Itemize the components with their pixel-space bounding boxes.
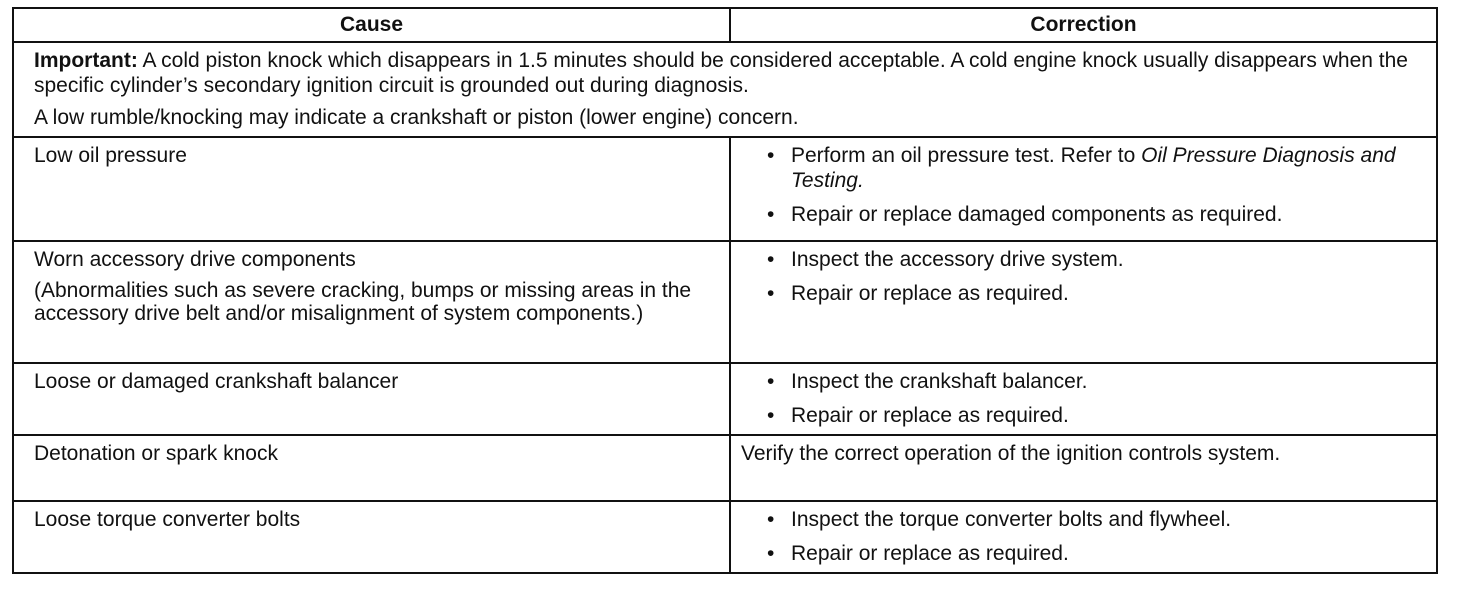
correction-item: • Perform an oil pressure test. Refer to Oil Pressure Diagnosis and Testing. [767,144,1396,192]
important-note: A low rumble/knocking may indicate a crankshaft or piston (lower engine) concern. [34,106,799,129]
bullet-icon: • [767,144,775,167]
table-row [13,137,1437,241]
bullet-icon: • [767,282,775,305]
correction-text: Verify the correct operation of the ignition controls system. [741,442,1281,465]
important-label: Important: [34,49,138,72]
cause-note: (Abnormalities such as severe cracking, bumps or missing areas in the accessory drive belt and/or misalignment of system components.) [34,279,692,325]
header-cause: Cause [13,8,730,42]
correction-item: • Inspect the crankshaft balancer. [767,370,1088,393]
cause-cell [13,241,730,363]
cause-text: Detonation or spark knock [34,442,278,465]
correction-cell [730,501,1437,573]
correction-cell [730,435,1437,501]
table-row [13,241,1437,363]
cause-cell [13,137,730,241]
table-row [13,363,1437,435]
bullet-icon: • [767,203,775,226]
correction-cell [730,241,1437,363]
bullet-icon: • [767,370,775,393]
cause-text: Worn accessory drive components [34,248,356,271]
correction-item: • Repair or replace as required. [767,542,1069,565]
correction-cell [730,363,1437,435]
bullet-icon: • [767,404,775,427]
important-paragraph [34,48,1422,98]
correction-item: • Repair or replace damaged components as required. [767,203,1283,226]
bullet-icon: • [767,508,775,531]
important-cell [13,42,1437,137]
header-row [13,8,1437,42]
cause-cell [13,363,730,435]
cause-text: Loose or damaged crankshaft balancer [34,370,399,393]
important-text: A cold piston knock which disappears in 1.5 minutes should be considered acceptable. A cold engine knock usually disappears when the specific cylinder’s secondary ignition circuit is grounded out during diagnosis. [34,49,1408,97]
table-row [13,501,1437,573]
important-row [13,42,1437,137]
reference-link[interactable]: Oil Pressure Diagnosis and Testing. [791,144,1396,192]
cause-cell [13,435,730,501]
bullet-icon: • [767,248,775,271]
correction-item: • Inspect the accessory drive system. [767,248,1124,271]
bullet-icon: • [767,542,775,565]
correction-item: • Repair or replace as required. [767,404,1069,427]
cause-text: Loose torque converter bolts [34,508,301,531]
correction-item: • Inspect the torque converter bolts and flywheel. [767,508,1232,531]
correction-cell [730,137,1437,241]
correction-item: • Repair or replace as required. [767,282,1069,305]
diagnosis-table [12,7,1438,574]
cause-text: Low oil pressure [34,144,187,167]
header-correction: Correction [730,8,1437,42]
cause-cell [13,501,730,573]
table-row [13,435,1437,501]
